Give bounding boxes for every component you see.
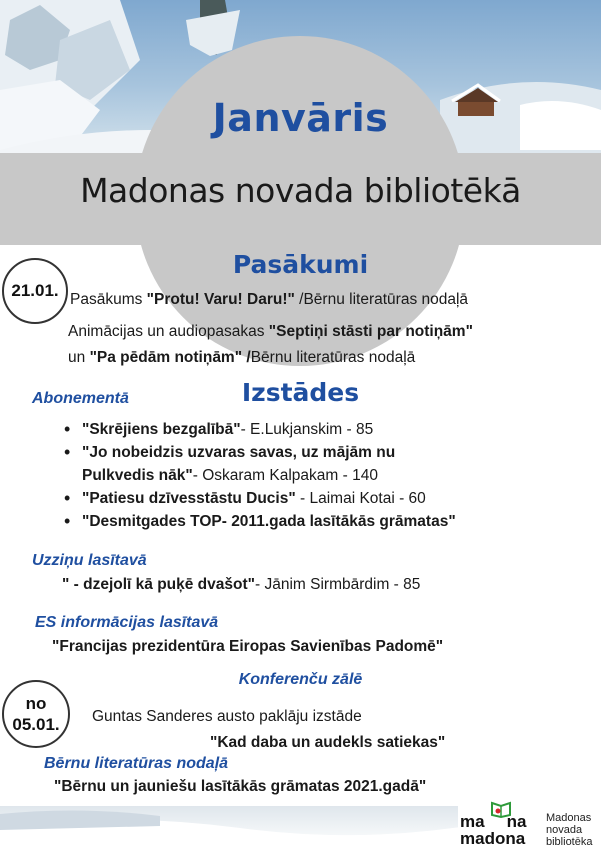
date-badge-text: 21.01. <box>11 281 59 301</box>
date-badge-from-text <box>12 693 59 736</box>
logo-word-top <box>460 813 526 830</box>
event-2-title-2: "Pa pēdām notiņām" <box>89 349 243 366</box>
item-title: "Patiesu dzīvesstāstu Ducis" <box>82 490 296 507</box>
date-badge <box>2 258 68 324</box>
event-2-separator: / <box>242 349 251 366</box>
eu-label: ES informācijas lasītavā <box>35 614 219 631</box>
children-title: "Bērnu un jauniešu lasītākās grāmatas 2021.gadā" <box>54 778 427 795</box>
logo-na: na <box>506 812 527 831</box>
date-badge-from <box>2 680 70 748</box>
month-title: Janvāris <box>212 96 389 140</box>
list-item <box>60 418 600 441</box>
logo-word-bottom: madona <box>460 829 526 848</box>
children-item <box>54 778 426 796</box>
eu-title: "Francijas prezidentūra Eiropas Savienības Padomē" <box>52 638 444 655</box>
logo-caption-2: novada <box>546 824 583 836</box>
events-heading: Pasākumi <box>232 250 369 279</box>
exhibitions-heading: Izstādes <box>241 378 360 407</box>
conference-label: Konferenču zālē <box>238 671 363 688</box>
event-item-2-line-1 <box>68 323 473 341</box>
event-2-prefix: Animācijas un audiopasakas <box>68 323 269 340</box>
item-title: "Desmitgades TOP- 2011.gada lasītākās grāmatas" <box>82 513 456 530</box>
event-2-suffix: Bērnu literatūras nodaļā <box>250 349 416 366</box>
item-title: "Skrējiens bezgalībā" <box>82 421 241 438</box>
abonement-label: Abonementā <box>32 390 129 407</box>
date-from-value: 05.01. <box>12 715 60 734</box>
list-item <box>60 487 600 510</box>
list-item <box>60 510 600 533</box>
reference-label: Uzziņu lasītavā <box>32 552 147 569</box>
item-author: - Laimai Kotai - 60 <box>295 490 426 507</box>
item-title: "Jo nobeidzis uzvaras savas, uz mājām nu <box>82 444 396 461</box>
logo-caption <box>546 812 592 848</box>
event-item-2-line-2 <box>68 349 415 367</box>
logo-caption-1: Madonas <box>546 812 592 824</box>
eu-item <box>52 638 443 656</box>
abonement-list <box>60 418 600 533</box>
event-1-prefix: Pasākums <box>70 291 147 308</box>
item-author: - E.Lukjanskim - 85 <box>240 421 374 438</box>
event-1-suffix: /Bērnu literatūras nodaļā <box>294 291 469 308</box>
item-author: - Oskaram Kalpakam - 140 <box>192 467 378 484</box>
logo-caption-3: bibliotēka <box>546 836 593 848</box>
event-2-title-1: "Septiņi stāsti par notiņām" <box>268 323 473 340</box>
logo-ma: ma <box>460 812 485 831</box>
conference-line-1: Guntas Sanderes austo paklāju izstāde <box>92 708 362 725</box>
reference-title: " - dzejolī kā puķē dvašot" <box>62 576 255 593</box>
conference-title-text: "Kad daba un audekls satiekas" <box>210 734 446 751</box>
item-title-cont: Pulkvedis nāk" <box>82 467 193 484</box>
date-from-word: no <box>25 693 47 713</box>
list-item <box>60 441 600 487</box>
reference-author: - Jānim Sirmbārdim - 85 <box>255 576 421 593</box>
page-subtitle: Madonas novada bibliotēkā <box>80 171 521 210</box>
reference-item <box>62 576 420 594</box>
children-label: Bērnu literatūras nodaļā <box>44 755 229 772</box>
event-2-line2-prefix: un <box>68 349 90 366</box>
library-logo <box>458 800 601 850</box>
event-1-title: "Protu! Varu! Daru!" <box>146 291 295 308</box>
event-item-1 <box>70 291 468 309</box>
conference-title <box>210 734 445 752</box>
